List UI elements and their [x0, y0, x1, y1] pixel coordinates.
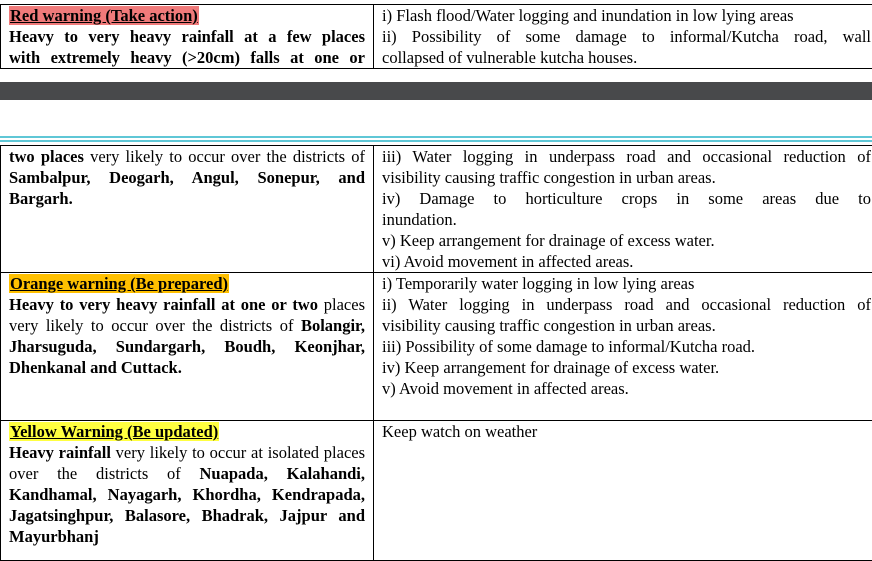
red-warning-label: Red warning (Take action) — [9, 6, 199, 25]
orange-warning-text: Heavy to very heavy rainfall at one or two places very likely to occur over the districts of Bolangir, Jharsuguda, Sundargarh, Boudh, Keonjhar, Dhenkanal and Cuttack. — [9, 294, 365, 378]
impact-item: iii) Water logging in underpass road and occasional reduction of — [382, 146, 871, 167]
red-warning-continued-cell — [1, 146, 374, 273]
impact-item: ii) Water logging in underpass road and occasional reduction of — [382, 294, 871, 315]
impact-item: visibility causing traffic congestion in urban areas. — [382, 315, 871, 336]
impact-item: Keep watch on weather — [382, 421, 871, 442]
yellow-warning-label: Yellow Warning (Be updated) — [9, 422, 219, 441]
red-impacts-cell — [374, 5, 872, 69]
yellow-warning-text: Heavy rainfall very likely to occur at isolated places over the districts of Nuapada, Kalahandi, Kandhamal, Nayagarh, Khordha, Kendrapada, Jagatsinghpur, Balasore, Bhadrak, Jajpur and Mayurbhanj — [9, 442, 365, 547]
orange-warning-cell — [1, 273, 374, 421]
impact-item: iv) Keep arrangement for drainage of excess water. — [382, 357, 871, 378]
page-header-separator — [0, 136, 872, 143]
yellow-warning-cell — [1, 421, 374, 561]
orange-impacts-cell — [374, 273, 872, 421]
impact-item: v) Keep arrangement for drainage of excess water. — [382, 230, 871, 251]
yellow-impacts-cell — [374, 421, 872, 561]
page-break-bar — [0, 82, 872, 100]
warning-table-page-2 — [0, 145, 872, 561]
impact-item: v) Avoid movement in affected areas. — [382, 378, 871, 399]
impact-item: i) Temporarily water logging in low lying areas — [382, 273, 871, 294]
red-warning-text-line1: Heavy to very heavy rainfall at a few places — [9, 26, 365, 47]
warning-table-page-1 — [0, 4, 872, 69]
impact-item: visibility causing traffic congestion in urban areas. — [382, 167, 871, 188]
impact-item: ii) Possibility of some damage to informal/Kutcha road, wall — [382, 26, 871, 47]
impact-item: i) Flash flood/Water logging and inundation in low lying areas — [382, 5, 871, 26]
impact-item: iv) Damage to horticulture crops in some areas due to — [382, 188, 871, 209]
red-warning-text-line2: with extremely heavy (>20cm) falls at one or — [9, 47, 365, 68]
page-1-bottom — [0, 0, 872, 82]
red-warning-continued-text: two places very likely to occur over the districts of Sambalpur, Deogarh, Angul, Sonepur, and Bargarh. — [9, 146, 365, 209]
impact-item: collapsed of vulnerable kutcha houses. — [382, 47, 871, 68]
red-warning-cell — [1, 5, 374, 69]
impact-item: inundation. — [382, 209, 871, 230]
impact-item: iii) Possibility of some damage to informal/Kutcha road. — [382, 336, 871, 357]
orange-warning-label: Orange warning (Be prepared) — [9, 274, 229, 293]
impact-item: vi) Avoid movement in affected areas. — [382, 251, 871, 272]
red-impacts-continued-cell — [374, 146, 872, 273]
